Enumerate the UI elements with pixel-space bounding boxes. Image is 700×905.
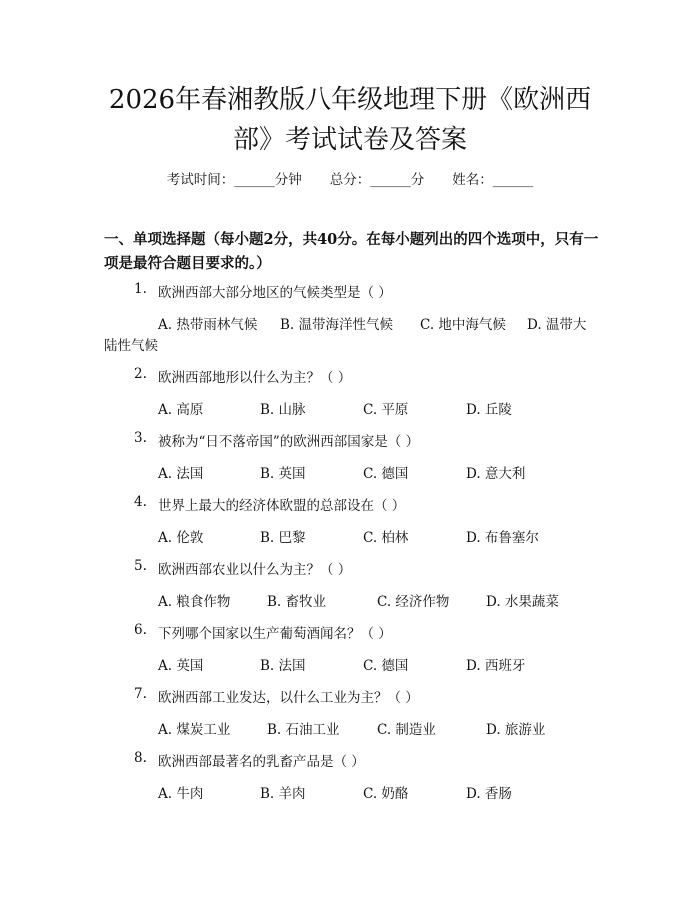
option: D. 意大利 [466, 466, 526, 482]
question-stem: 欧洲西部最著名的乳畜产品是（ ） [158, 754, 365, 770]
title-line-2: 部》考试试卷及答案 [232, 125, 467, 155]
question-number: 3. [134, 430, 147, 446]
option: D. 温带大 [527, 317, 587, 333]
option: A. 伦敦 [158, 530, 204, 546]
option: C. 制造业 [377, 722, 436, 738]
question-stem: 欧洲西部工业发达，以什么工业为主？（ ） [158, 690, 419, 706]
option: C. 德国 [363, 658, 409, 674]
option: A. 粮食作物 [158, 594, 231, 610]
option-continuation: 陆性气候 [104, 338, 158, 354]
question-number: 1. [134, 281, 147, 297]
question-number: 6. [134, 622, 147, 638]
question-stem: 欧洲西部农业以什么为主？（ ） [158, 562, 352, 578]
option: B. 山脉 [260, 402, 306, 418]
option: B. 石油工业 [267, 722, 340, 738]
question-stem: 被称为“日不落帝国”的欧洲西部国家是（ ） [158, 434, 420, 450]
option: B. 温带海洋性气候 [280, 317, 394, 333]
option: D. 香肠 [466, 786, 512, 802]
exam-time: 考试时间：______分钟 [166, 172, 302, 188]
option: C. 奶酪 [363, 786, 409, 802]
option: C. 经济作物 [377, 594, 450, 610]
option: C. 德国 [363, 466, 409, 482]
question-stem: 欧洲西部大部分地区的气候类型是（ ） [158, 285, 392, 301]
question-stem: 欧洲西部地形以什么为主？（ ） [158, 370, 352, 386]
option: A. 英国 [158, 658, 204, 674]
option: A. 高原 [158, 402, 204, 418]
question-stem: 下列哪个国家以生产葡萄酒闻名？（ ） [158, 626, 392, 642]
option: A. 煤炭工业 [158, 722, 231, 738]
option: D. 丘陵 [466, 402, 512, 418]
student-name: 姓名：______ [452, 172, 534, 188]
question-number: 8. [134, 750, 147, 766]
option: A. 法国 [158, 466, 204, 482]
document-title [70, 80, 630, 160]
exam-meta [0, 168, 700, 188]
option: C. 柏林 [363, 530, 409, 546]
option: D. 旅游业 [486, 722, 546, 738]
option: B. 巴黎 [260, 530, 306, 546]
question-stem: 世界上最大的经济体欧盟的总部设在（ ） [158, 498, 406, 514]
option: A. 热带雨林气候 [158, 317, 258, 333]
question-number: 5. [134, 558, 147, 574]
option: D. 西班牙 [466, 658, 526, 674]
total-score: 总分：______分 [329, 172, 425, 188]
option: B. 羊肉 [260, 786, 306, 802]
question-number: 2. [134, 366, 147, 382]
option: B. 法国 [260, 658, 306, 674]
title-line-1: 2026年春湘教版八年级地理下册《欧洲西 [108, 85, 592, 115]
option: B. 畜牧业 [267, 594, 327, 610]
option: C. 地中海气候 [420, 317, 506, 333]
question-number: 4. [134, 494, 147, 510]
option: A. 牛肉 [158, 786, 204, 802]
option: D. 布鲁塞尔 [466, 530, 539, 546]
option: B. 英国 [260, 466, 306, 482]
option: D. 水果蔬菜 [486, 594, 559, 610]
option: C. 平原 [363, 402, 409, 418]
section-heading: 一、单项选择题（每小题2分，共40分。在每小题列出的四个选项中，只有一项是最符合题目要求的。） [104, 231, 599, 272]
question-number: 7. [134, 686, 147, 702]
